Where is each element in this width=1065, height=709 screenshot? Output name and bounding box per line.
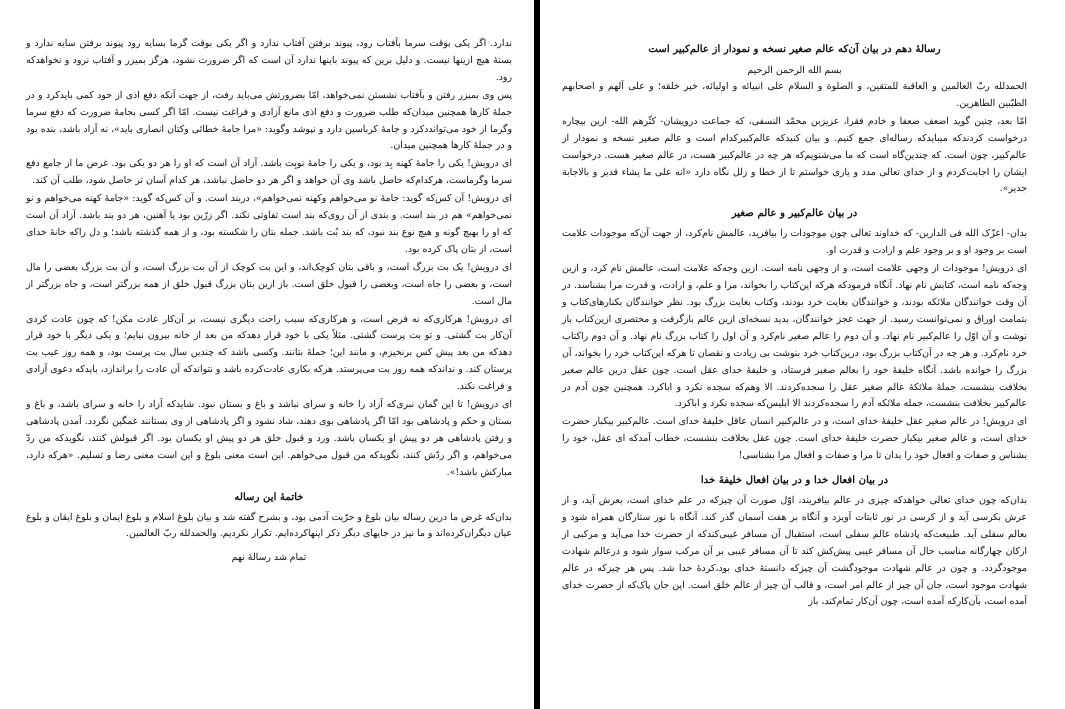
paragraph: ای درویش! تا این گمان نبری‌که آزاد را خانه و سرای نباشد و باغ و بستان نبود. شایدکه آزاد را خانه و سرای باشد، و باغ و بستان و حکم و پادشاهی بود امّا اگر پادشاهی بوی دهند، شاد نشود و اگر پادشاهی از وی بستانند غمگین نگردد. آمدن پادشاهی و رفتن پادشاهی هر دو پیش او یکسان باشد. ورد و قبول خلق هر دو پیش او یکسان بود. اگر قبولش کنند، نگویدکه من ردّ می‌خواهم، و اگر ردّش کنند، نگویدکه من قبول می‌خواهم. این است معنی بلوغ و این است معنی رضا و تسلیم. «هرکه دارد، مبارکش باشد!». [26,399,512,478]
treatise-title: رسالهٔ دهم در بیان آن‌که عالم صغیر نسخه و نمودار از عالم‌کبیر است [648,43,941,55]
conclusion-heading: خاتمهٔ این رساله [234,490,304,503]
section-heading: در بیان افعال خدا و در بیان افعال خلیفهٔ خدا [700,474,889,487]
paragraph: ای درویش! موجودات از وجهی علامت است، و از وجهی نامه است. ازین وجه‌که علامت است، عالمش نام کرد، و ازین وجه‌که نامه است، کتابش نام نهاد. آنگاه فرمودکه هرکه این‌کتاب را بخواند، مرا و علم، و ارادت، و قدرت مرا بشناسد. در آن وقت خوانندگان ملائکه بودند، و خوانندگان بغایت خرد بودند، وکتاب بغایت بزرگ بود. نظر خوانندگان بکنارهای‌کتاب و بتمامت اوراق و نمی‌توانست رسید. از جهت عجز خوانندگان، بدید نسخه‌ای ازین عالم بازگرفت و مختصری ازین‌کتاب باز نوشت و آن اوّل را عالم‌کبیر نام نهاد. و آن دوم را عالم صغیر نام‌کرد و آن اول را کتاب بزرگ نام نهاد. و آن دوم راکتاب خرد نام‌کرد. و هر چه در آن‌کتاب بزرگ بود، درین‌کتاب خرد بنوشت بی زیادت و نقصان تا هرکه این‌کتاب خرد را بخواند، آن بزرگ را خوانده باشد. آنگاه خلیفهٔ خود را بعالم صغیر فرستاد، و خلیفهٔ خدای عقل است. چون عقل درین عالم صغیر بخلافت بنشست، جملهٔ ملائکهٔ عالم صغیر عقل را سجده‌کردند. الا وهم‌که سجده نکرد و اباکرد. همچنین چون آدم در عالم‌کبیر بخلافت بنشست، جمله ملائکه آدم را سجده‌کردند الا ابلیس‌که سجده نکرد و اباکرد. [562,263,1027,410]
paragraph: الحمدلله ربّ العالمین و العاقبة للمتقین، و الصلوة و السلام علی انبیائه و اولیائه، خیر خلقه؛ و علی آلهم و اصحابهم الطیّبین الطاهرین. [562,81,1027,109]
paragraph: ای درویش! یکی را جامهٔ کهنه بِد بود، و یکی را جامهٔ نوبِت باشد. آزاد آن است که او را هر دو یکی بود. غرض ما از جامع دفع سرما وگرماست، هرکدام‌که حاصل باشد وی آن خواهد و اگر هر دو حاصل نباشد، هر کدام آسان تر حاصل شود، طلب آن کند. [26,158,512,187]
conclusion-paragraph: بدان‌که غرض ما درین رساله بیان بلوغ و حرّیت آدمی بود، و بشرح گفته شد و بیان بلوغ اسلام و بلوغ ایمان و بلوغ ایقان و بلوغ عیان دیگران‌کرده‌اند و ما نیز در جایهای دیگر ذکر اینها‌کرده‌ایم. تکرار نکردیم. والحمدلله ربّ العالمین. [26,511,512,540]
paragraph: امّا بعد، چنین گوید اضعف ضعفا و خادم فقرا، عزیزبن محمّد النسفی، که جماعت درویشان- کثّرهم الله- ازین بیچاره درخواست کردندکه میبایدکه رساله‌ای جمع کنیم. و بیان کنیدکه عالم‌کبیرکدام است و عالم صغیر نسخه و نمودار از عالم‌کبیر، چون است. که چندین‌گاه است که ما می‌شنویم‌که هر چه در عالم‌کبیر هست، در عالم صغیر هست. درخواست ایشان را اجابت‌کردم و از خدای تعالی مدد و یاری خواستم تا از خطا و زلل نگاه دارد «انه علی ما یشاء قدیر و بالاجابة جدیر». [562,115,1027,195]
paragraph: ای درویش! یک بت بزرگ است، و باقی بتان کوچک‌اند، و این بت کوچک از آن بت بزرگ است، و آن بت بزرگ بعضی را مال است، و بعضی را جاه است، وبعضی را قبول خلق است. باز ازین بتان بزرگ قبول خلق از همه بزرگتر است، و جاه بزرگتر از مال است. [26,261,512,307]
paragraph: بدان- اعزّک الله فی الدارین- که خداوند تعالی چون موجودات را بیافرید، عالمش نام‌کرد، از جهت آن‌که موجودات علامت است بر وجود او و بر وجود علم و ارادت و قدرت او. [562,228,1027,257]
section-heading: در بیان عالم‌کبیر و عالم صغیر [731,207,858,220]
paragraph: ندارد. اگر یکی بوقت سرما بآفتاب رود، پیوند برفتن آفتاب ندارد و اگر یکی بوقت گرما بسایه رود پیوند برفتن سایه ندارد و بستهٔ هیچ ازینها نیست. و دلیل برین که پیوند باینها ندارد آن است که اگر ضرورت نشود، هرگز بمیزر و آفتاب نرود و نخواهدکه رود. [26,38,512,83]
paragraph: بدان‌که چون خدای تعالی خواهدکه چیزی در عالم بیافریند، اوّل صورت آن چیزکه در علم خدای است، بعرش آید، و از عرش بکرسی آید و از کرسی در نور ثابتات آویزد و آنگاه بر هفت آسمان گذر کند. آنگاه با نور ستارگان همراه شود و بعالم سفلی آید. طبیعت‌که پادشاه عالم سفلی است، استقبال آن مسافر غیبی‌کندکه از حضرت خدا می‌آید و مرکبی از ارکان چهارگانه مناسب حال آن مسافر غیبی پیش‌کش کند تا آن مسافر غیبی بر آن مرکب سوار شود و درعالم شهادت موجود‌گردد. و چون در عالم شهادت موجودگشت آن چیزکه دانستهٔ خدای بود،کردهٔ خدا شد. پس هر چیزکه در عالم شهادت موجود است، جان آن چیز از عالم امر است، و قالب آن چیز از عالم خلق است. این جان پاک‌که از حضرت خدای آمده است، بآن‌کارکه آمده است، چون آن‌کار تمام‌کند، باز [562,495,1027,608]
basmala: بسم الله الرحمن الرحیم [747,65,842,76]
paragraph: ای درویش! آن کس‌که گوید: جامهٔ نو می‌خواهم وکهنه نمی‌خواهم»، دربند است. و آن کس‌که گوید: «جامهٔ کهنه می‌خواهم و نو نمی‌خواهم» هم در بند است. و بندی از آن روی‌که بند است تفاوتی نکند. اگر زرّین بود یا آهنین، هر دو بند باشد. آزاد آن است که او را بهیچ گونه و هیچ نوع بند نبود، که بند بُت باشد. جمله بتان را شکسته بود، و از همه گذشته باشد؛ و دل راکه خانهٔ خدای است، از بتان پاک کرده بود. [26,193,512,255]
closing-line: تمام شد رسالهٔ نهم [231,552,307,564]
paragraph: ای درویش! هرکاری‌که نه فرض است، و هرکاری‌که سبب راحت دیگری نیست، بر آن‌کار عادت مکن! که چون عادت کردی آن‌کار بت گشتی. و تو بت پرست گشتی. مثلاً یکی با خود قرار دهدکه من بعد از خانه بیرون نیایم؛ و یکی دیگر با خود قرار دهدکه من بعد پیش کس برنخیزم، و مانند این؛ جملهٔ بتانند. وکسی باشد که چندین سال بت پرست بود، و همه روز عیب بت پرستان کند. و نداندکه همه روز بت می‌پرستد. هرکه بکاری عادت‌کرده باشد و نتواندکه آن عادت را براندازد، بایدکه دعوی آزادی و فراغت نکند. [26,313,512,393]
right-page [540,0,1065,709]
paragraph: ای درویش! در عالم صغیر عقل خلیفهٔ خدای است، و در عالم‌کبیر انسان عاقل خلیفهٔ خدای است. عالم‌کبیر بیکبار حضرت خدای است، و عالم صغیر بیکبار حضرت خلیفهٔ خدای است. چون عقل بخلافت بنشست، خطاب آمدکه ای عقل، خود را بشناس و صفات و افعال خود را بدان تا مرا و صفات و افعال مرا بشناسی! [562,416,1027,462]
paragraph: پس وی بمیزر رفتن و بآفتاب نشستن نمی‌خواهد، امّا بضرورتش می‌باید رفت، از جهت آنکه دفع اذی از خود کمی بایدکرد و در جملهٔ کارها همچنین میدان‌که طلب ضرورت و دفع اذی مانع آزادی و فراغت نیست. امّا اگر کسی بجامهٔ ضرورت که دفع سرما وگرما از خود می‌توانددکرد و جامهٔ کرباسین دارد و نپوشد وگوید: «مرا جامهٔ خطائی وکتان انصاری باید»، نه آزاد باشد، بنده بود و در جملهٔ کارها همچنین میدان. [26,89,512,152]
